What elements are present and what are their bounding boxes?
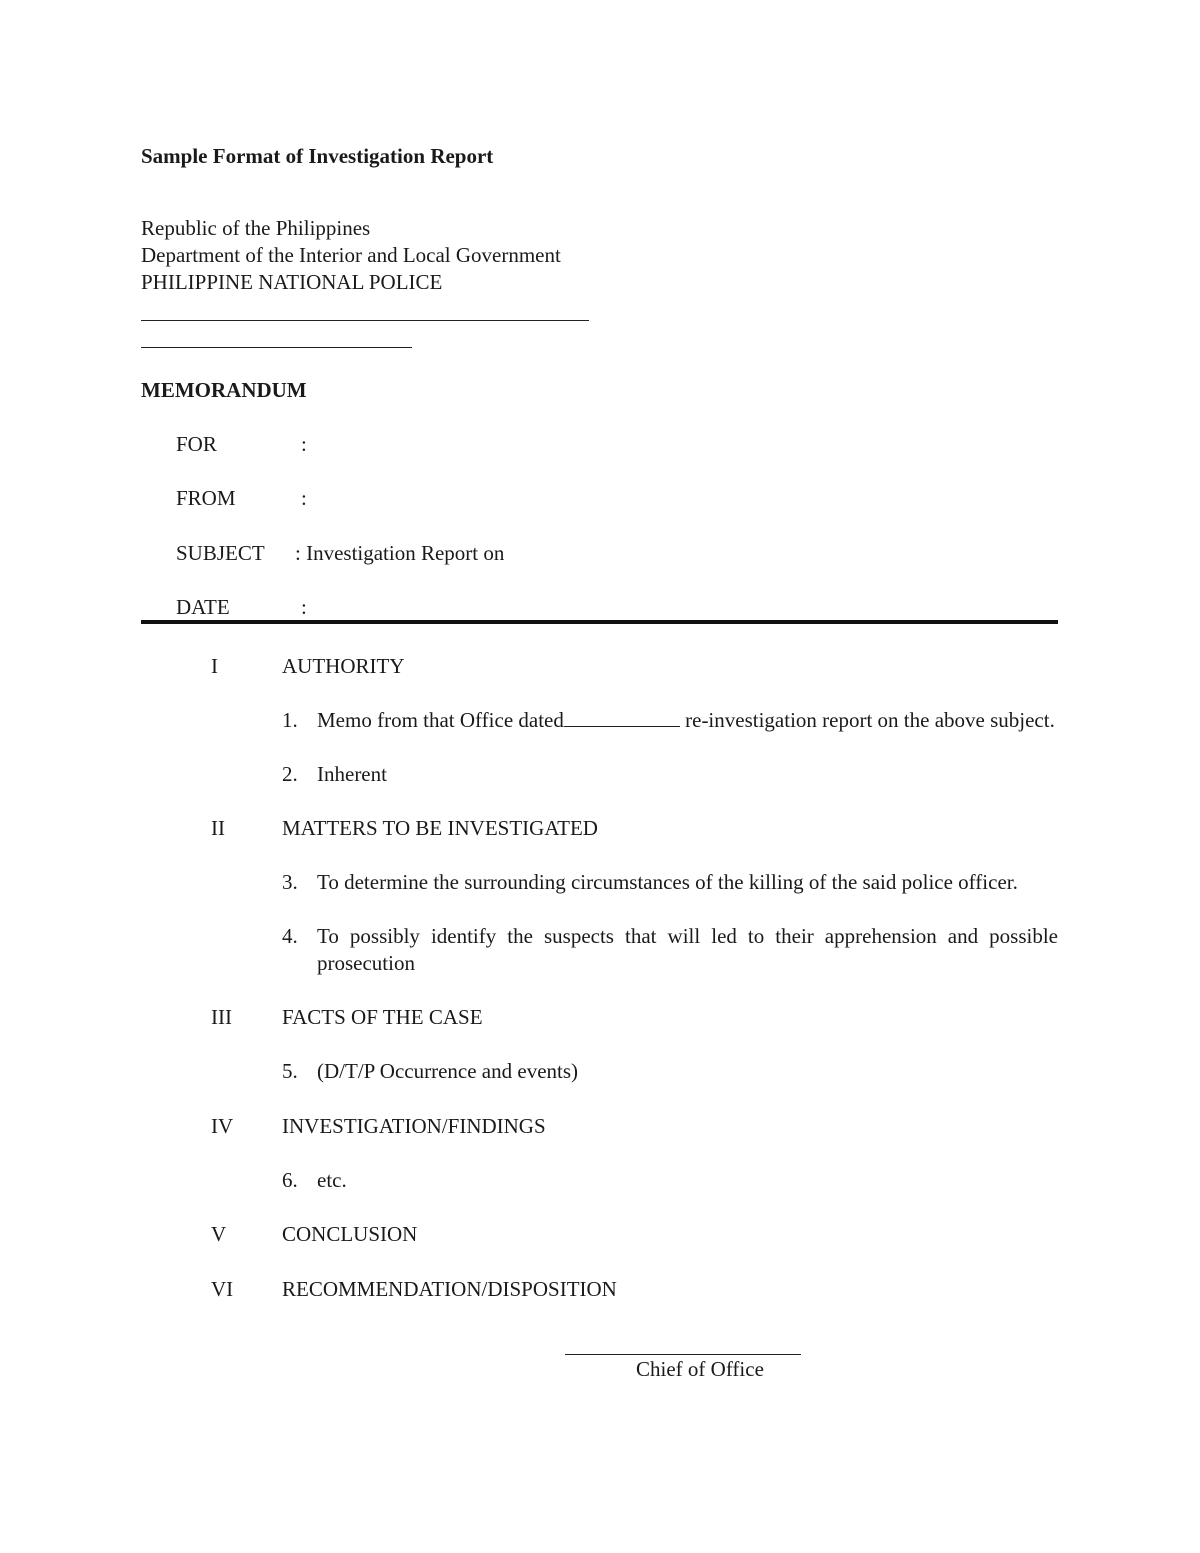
section-3-title: FACTS OF THE CASE <box>282 1005 483 1029</box>
header-republic: Republic of the Philippines <box>141 216 371 240</box>
from-colon: : <box>301 486 307 510</box>
item-4-text: To possibly identify the suspects that will led to their apprehension and possible prosecution <box>317 924 1058 975</box>
section-1-number: I <box>211 654 218 678</box>
from-label: FROM <box>176 486 236 510</box>
item-1-text-a: Memo from that Office dated <box>317 708 564 732</box>
unit-blank-line-1 <box>141 320 589 321</box>
section-4-title: INVESTIGATION/FINDINGS <box>282 1114 546 1138</box>
item-1-text <box>317 707 1058 734</box>
section-2-number: II <box>211 816 225 840</box>
section-4-number: IV <box>211 1114 234 1138</box>
header-separator <box>141 620 1058 624</box>
section-3-number: III <box>211 1005 232 1029</box>
item-5-number: 5. <box>282 1059 298 1083</box>
section-5-number: V <box>211 1222 227 1246</box>
date-colon: : <box>301 595 307 619</box>
document-title: Sample Format of Investigation Report <box>141 144 494 168</box>
header-pnp: PHILIPPINE NATIONAL POLICE <box>141 270 443 294</box>
date-label: DATE <box>176 595 230 619</box>
section-1-title: AUTHORITY <box>282 654 405 678</box>
section-6-title: RECOMMENDATION/DISPOSITION <box>282 1277 617 1301</box>
memorandum-label: MEMORANDUM <box>141 378 307 402</box>
subject-label: SUBJECT <box>176 541 265 565</box>
item-2-text: Inherent <box>317 762 387 786</box>
for-colon: : <box>301 432 307 456</box>
item-5-text: (D/T/P Occurrence and events) <box>317 1059 579 1083</box>
section-2-title: MATTERS TO BE INVESTIGATED <box>282 816 598 840</box>
signature-title: Chief of Office <box>636 1357 764 1381</box>
item-4-number: 4. <box>282 924 298 948</box>
item-6-text: etc. <box>317 1168 347 1192</box>
section-6-number: VI <box>211 1277 234 1301</box>
header-department: Department of the Interior and Local Government <box>141 243 561 267</box>
item-1-number: 1. <box>282 708 298 732</box>
item-6-number: 6. <box>282 1168 298 1192</box>
item-3-number: 3. <box>282 870 298 894</box>
date-fill-blank <box>564 725 680 727</box>
item-1-text-b: re-investigation report on the above subject. <box>679 708 1055 732</box>
item-2-number: 2. <box>282 762 298 786</box>
section-5-title: CONCLUSION <box>282 1222 418 1246</box>
for-label: FOR <box>176 432 217 456</box>
signature-line <box>565 1354 801 1355</box>
unit-blank-line-2 <box>141 347 412 348</box>
item-3-text: To determine the surrounding circumstances of the killing of the said police officer. <box>317 870 1018 894</box>
subject-value: : Investigation Report on <box>295 541 505 565</box>
